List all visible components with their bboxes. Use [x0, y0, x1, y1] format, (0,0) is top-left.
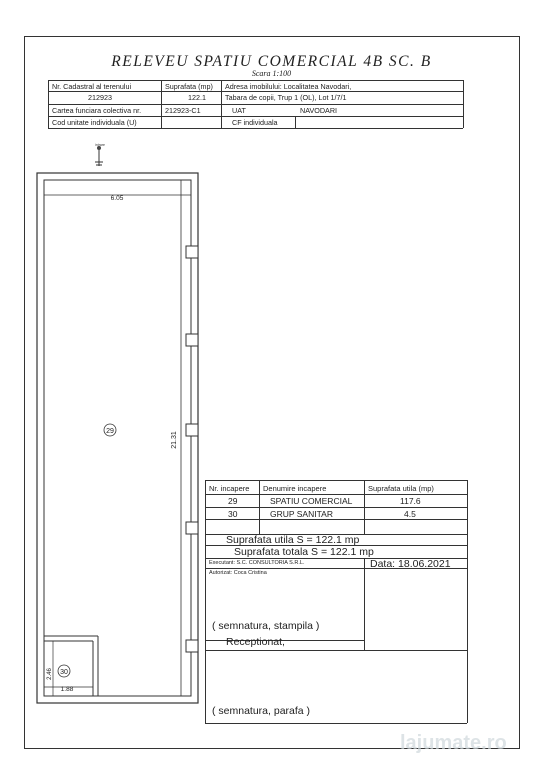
windows [186, 246, 198, 652]
surface-label: Suprafata (mp) [165, 82, 213, 91]
cf-collective-value: 212923-C1 [165, 106, 201, 115]
authorized-person: Autorizat: Coca Cristina [209, 570, 267, 576]
sanitary-height-dimension: 2.46 [47, 668, 53, 680]
document-title: RELEVEU SPATIU COMERCIAL 4B SC. B [111, 53, 432, 70]
watermark-logo: lajumate.ro [400, 732, 507, 754]
uat-label: UAT [232, 106, 246, 115]
col-header-nr: Nr. incapere [209, 484, 250, 493]
receptionat-label: Receptionat, [226, 636, 285, 648]
cf-individual-label: CF individuala [232, 118, 278, 127]
table-row-nr: 29 [228, 496, 238, 506]
address-label: Adresa imobilului: Localitatea Navodari, [225, 82, 352, 91]
sign-stamp-label: ( semnatura, stampila ) [212, 620, 320, 632]
col-header-name: Denumire incapere [263, 484, 327, 493]
surface-value: 122.1 [188, 93, 206, 102]
cadastral-value: 212923 [88, 93, 112, 102]
table-row-name: SPATIU COMERCIAL [270, 496, 353, 506]
entrance-marker [95, 146, 103, 166]
address-line2: Tabara de copii, Trup 1 (OL), Lot 1/7/1 [225, 93, 347, 102]
col-header-area: Suprafata utila (mp) [368, 484, 434, 493]
table-row-area: 117.6 [400, 496, 421, 506]
room-29-label: 29 [106, 428, 114, 435]
table-row-area: 4.5 [404, 509, 416, 519]
total-area: Suprafata totala S = 122.1 mp [234, 546, 374, 558]
cf-collective-label: Cartea funciara colectiva nr. [52, 106, 142, 115]
table-row-name: GRUP SANITAR [270, 509, 333, 519]
uat-value: NAVODARI [300, 106, 338, 115]
executor: Executant: S.C. CONSULTORIA S.R.L. [209, 560, 305, 566]
table-row-nr: 30 [228, 509, 238, 519]
unit-code-label: Cod unitate individuala (U) [52, 118, 137, 127]
length-dimension: 21.31 [171, 431, 178, 449]
sanitary-width-dimension: 1.88 [60, 686, 74, 693]
room-30-label: 30 [60, 669, 68, 676]
width-dimension: 6.05 [110, 195, 124, 202]
date: Data: 18.06.2021 [370, 558, 451, 570]
cadastral-label: Nr. Cadastral al terenului [52, 82, 132, 91]
inner-wall [44, 180, 191, 696]
entrance-label: intrare [95, 143, 105, 147]
sign-parafa-label: ( semnatura, parafa ) [212, 705, 311, 717]
document-scale: Scara 1:100 [251, 69, 292, 78]
useful-area: Suprafata utila S = 122.1 mp [226, 534, 360, 546]
